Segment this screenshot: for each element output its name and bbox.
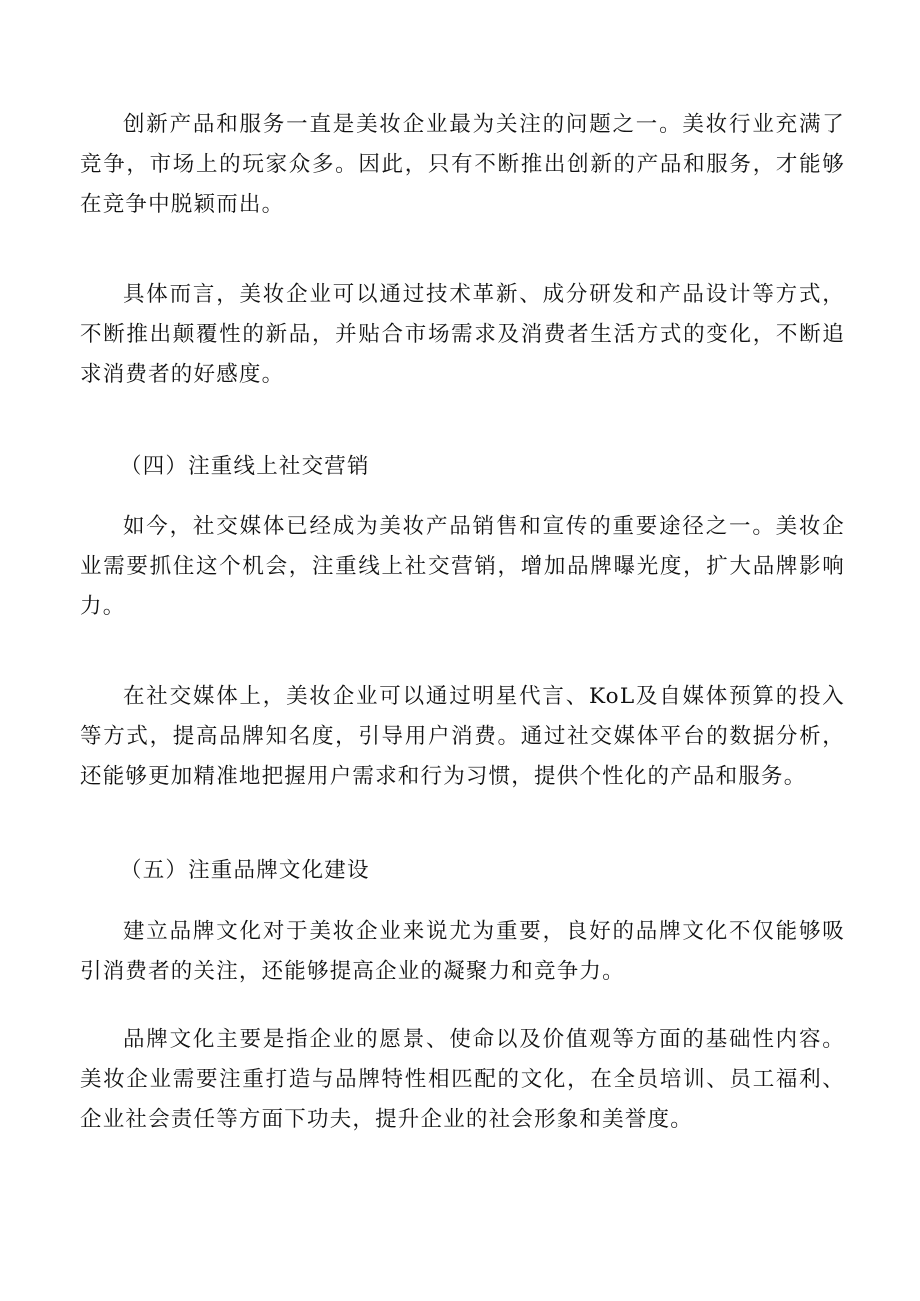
section-heading-brand-culture: （五）注重品牌文化建设 (120, 858, 370, 883)
paragraph-social-media-channel: 如今，社交媒体已经成为美妆产品销售和宣传的重要途径之一。美妆企业需要抓住这个机会，注重线上社交营销，增加品牌曝光度，扩大品牌影响力。 (80, 514, 845, 619)
paragraph-brand-culture-definition: 品牌文化主要是指企业的愿景、使命以及价值观等方面的基础性内容。美妆企业需要注重打造与品牌特性相匹配的文化，在全员培训、员工福利、企业社会责任等方面下功夫，提升企业的社会形象和美誉度。 (80, 1027, 845, 1132)
paragraph-brand-culture-importance: 建立品牌文化对于美妆企业来说尤为重要，良好的品牌文化不仅能够吸引消费者的关注，还能够提高企业的凝聚力和竞争力。 (80, 919, 845, 984)
paragraph-innovation-importance: 创新产品和服务一直是美妆企业最为关注的问题之一。美妆行业充满了竞争，市场上的玩家众多。因此，只有不断推出创新的产品和服务，才能够在竞争中脱颖而出。 (80, 112, 845, 217)
section-heading-online-social-marketing: （四）注重线上社交营销 (120, 454, 370, 479)
paragraph-social-media-methods: 在社交媒体上，美妆企业可以通过明星代言、KoL及自媒体预算的投入等方式，提高品牌知名度，引导用户消费。通过社交媒体平台的数据分析，还能够更加精准地把握用户需求和行为习惯，提供个性化的产品和服务。 (80, 684, 845, 789)
paragraph-innovation-methods: 具体而言，美妆企业可以通过技术革新、成分研发和产品设计等方式，不断推出颠覆性的新品，并贴合市场需求及消费者生活方式的变化，不断追求消费者的好感度。 (80, 282, 845, 387)
